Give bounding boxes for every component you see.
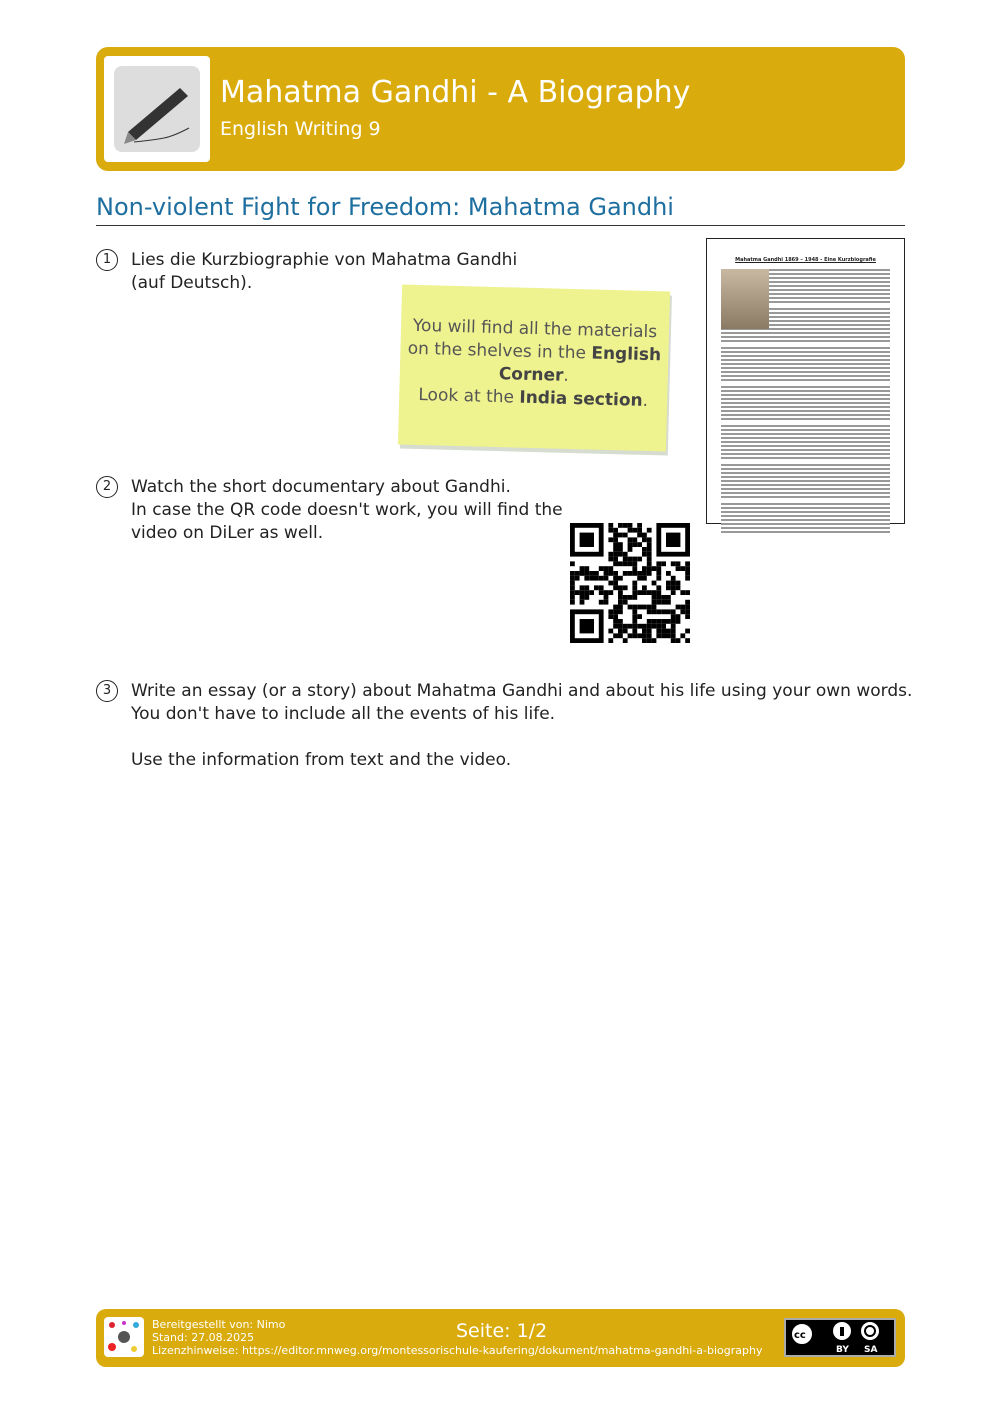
text-line bbox=[721, 449, 890, 451]
task-text: Watch the short documentary about Gandhi. bbox=[131, 477, 511, 497]
document-title: Mahatma Gandhi - A Biography bbox=[220, 75, 691, 110]
text-line bbox=[721, 406, 890, 408]
date: Stand: 27.08.2025 bbox=[152, 1331, 255, 1344]
text-line bbox=[721, 484, 890, 486]
text-line bbox=[721, 503, 890, 505]
text-line bbox=[721, 496, 890, 498]
section-title: Non-violent Fight for Freedom: Mahatma Gandhi bbox=[96, 193, 905, 226]
text-line bbox=[721, 515, 890, 517]
biography-thumbnail bbox=[706, 238, 905, 524]
text-line bbox=[721, 437, 890, 439]
sticky-note bbox=[398, 285, 670, 452]
text-line bbox=[721, 453, 890, 455]
task-text: (auf Deutsch). bbox=[131, 273, 253, 293]
task-text: video on DiLer as well. bbox=[131, 523, 324, 543]
task-3 bbox=[96, 680, 912, 772]
text-line bbox=[721, 367, 890, 369]
text-line bbox=[721, 476, 890, 478]
note-line: on the shelves in the English bbox=[407, 338, 662, 366]
text-line bbox=[721, 394, 890, 396]
cc-icon bbox=[786, 1320, 894, 1344]
text-line bbox=[721, 355, 890, 357]
task-text: In case the QR code doesn't work, you will find the bbox=[131, 500, 563, 520]
task-number: 2 bbox=[96, 476, 118, 498]
text-line bbox=[721, 363, 890, 365]
text-line bbox=[721, 519, 890, 521]
network-logo-icon bbox=[104, 1317, 144, 1357]
text-line bbox=[721, 507, 890, 509]
text-line bbox=[721, 523, 890, 525]
cc-by-sa-badge[interactable] bbox=[784, 1318, 896, 1357]
task-text: You don't have to include all the events of his life. bbox=[131, 704, 556, 724]
header-banner bbox=[96, 47, 905, 171]
document-subtitle: English Writing 9 bbox=[220, 118, 381, 140]
text-line bbox=[721, 386, 890, 388]
text-line bbox=[721, 379, 890, 381]
text-line bbox=[721, 468, 890, 470]
text-line bbox=[721, 464, 890, 466]
note-line: Corner. bbox=[498, 364, 570, 386]
text-line bbox=[721, 472, 890, 474]
text-line bbox=[721, 340, 890, 342]
text-line bbox=[721, 445, 890, 447]
task-2 bbox=[96, 476, 563, 545]
text-line bbox=[721, 347, 890, 349]
text-line bbox=[721, 418, 890, 420]
text-line bbox=[721, 441, 890, 443]
text-line bbox=[721, 429, 890, 431]
license-link[interactable]: Lizenzhinweise: https://editor.mnweg.org/montessorischule-kaufering/dokument/mahatma-gandhi-a-biography bbox=[152, 1344, 763, 1357]
text-line bbox=[721, 480, 890, 482]
text-line bbox=[721, 332, 890, 334]
text-line bbox=[721, 511, 890, 513]
task-text: Lies die Kurzbiographie von Mahatma Gandhi bbox=[131, 250, 518, 270]
page-number: Seite: 1/2 bbox=[456, 1320, 548, 1342]
text-line bbox=[721, 527, 890, 529]
text-line bbox=[721, 457, 890, 459]
text-line bbox=[721, 359, 890, 361]
task-text: Write an essay (or a story) about Mahatma Gandhi and about his life using your own words. bbox=[131, 681, 913, 701]
text-line bbox=[721, 425, 890, 427]
text-line bbox=[721, 336, 890, 338]
text-line bbox=[721, 433, 890, 435]
cc-sa-label: SA bbox=[864, 1345, 878, 1355]
task-text: Use the information from text and the video. bbox=[131, 750, 512, 770]
svg-text:cc: cc bbox=[794, 1330, 806, 1341]
text-line bbox=[721, 492, 890, 494]
note-line: You will find all the materials bbox=[412, 315, 658, 343]
text-line bbox=[721, 414, 890, 416]
pencil-icon bbox=[114, 66, 200, 152]
task-number: 1 bbox=[96, 249, 118, 271]
text-line bbox=[721, 398, 890, 400]
text-line bbox=[721, 390, 890, 392]
logo bbox=[104, 56, 210, 162]
cc-by-label: BY bbox=[836, 1345, 849, 1355]
text-line bbox=[721, 371, 890, 373]
text-line bbox=[721, 351, 890, 353]
text-line bbox=[721, 531, 890, 533]
gandhi-photo bbox=[721, 269, 769, 329]
note-line: Look at the India section. bbox=[418, 384, 649, 411]
thumbnail-title: Mahatma Gandhi 1869 – 1948 - Eine Kurzbiografie bbox=[735, 257, 876, 263]
text-line bbox=[721, 402, 890, 404]
qr-code[interactable] bbox=[570, 523, 690, 643]
text-line bbox=[721, 488, 890, 490]
text-line bbox=[721, 375, 890, 377]
task-number: 3 bbox=[96, 680, 118, 702]
text-line bbox=[721, 410, 890, 412]
provided-by: Bereitgestellt von: Nimo bbox=[152, 1318, 286, 1331]
footer bbox=[96, 1309, 905, 1367]
